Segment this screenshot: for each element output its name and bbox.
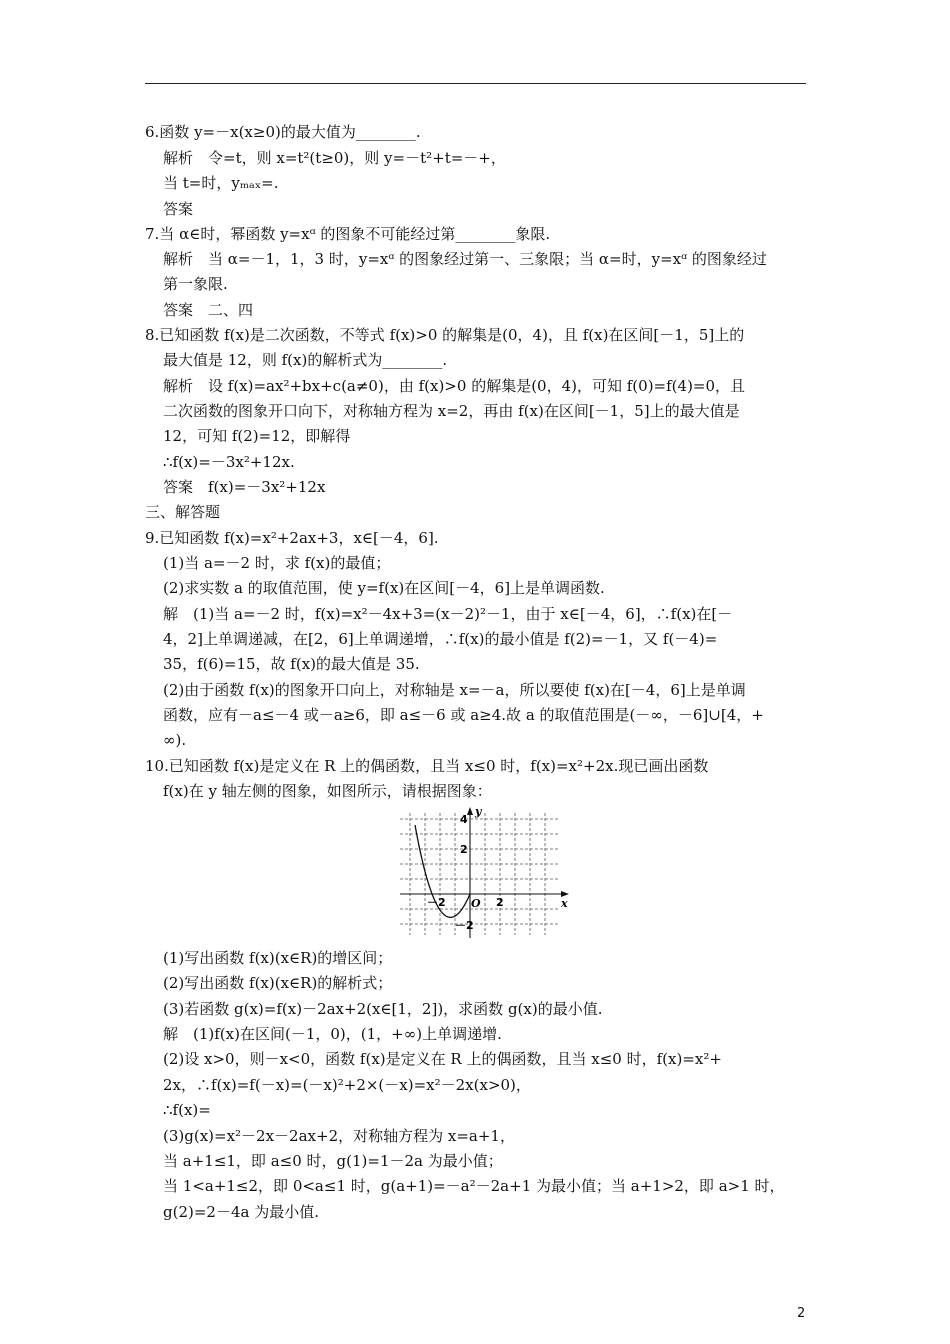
q10-solution-case1: 当 a+1≤1，即 a≤0 时，g(1)=1－2a 为最小值；	[163, 1152, 503, 1170]
q8-stem: 8.已知函数 f(x)是二次函数，不等式 f(x)>0 的解集是(0，4)，且 f(x)在区间[－1，5]上的	[145, 326, 745, 344]
q9-solution-cont: 35，f(6)=15，故 f(x)的最大值是 35.	[163, 655, 420, 673]
q8-analysis: 解析 设 f(x)=ax²+bx+c(a≠0)，由 f(x)>0 的解集是(0，4)，可知 f(0)=f(4)=0，且	[163, 377, 746, 395]
q8-answer: 答案 f(x)=－3x²+12x	[163, 478, 326, 496]
q9-solution-part2-cont: 函数，应有－a≤－4 或－a≥6，即 a≤－6 或 a≥4.故 a 的取值范围是(－∞，－6]∪[4，+	[163, 706, 764, 724]
function-graph	[398, 805, 573, 940]
q7-stem: 7.当 α∈时，幂函数 y=xᵅ 的图象不可能经过第________象限.	[145, 225, 551, 243]
tick-label-x-2: 2	[496, 896, 504, 909]
q8-analysis-cont: 12，可知 f(2)=12，即解得	[163, 427, 351, 445]
y-axis-arrow	[467, 807, 473, 815]
q7-analysis: 解析 当 α=－1，1，3 时，y=xᵅ 的图象经过第一、三象限；当 α=时，y=xᵅ 的图象经过	[163, 250, 767, 268]
tick-label-y-2: 2	[460, 843, 468, 856]
q7-analysis-cont: 第一象限.	[163, 275, 228, 293]
section-heading: 三、解答题	[145, 503, 221, 521]
q9-solution-part2-cont: ∞).	[163, 731, 187, 749]
q9-part1: (1)当 a=－2 时，求 f(x)的最值；	[163, 554, 391, 572]
q10-solution-part2-cont: 2x，∴f(x)=f(－x)=(－x)²+2×(－x)=x²－2x(x>0)，	[163, 1076, 531, 1094]
q6-analysis-cont: 当 t=时，yₘₐₓ=.	[163, 174, 279, 192]
tick-label-y-neg2: －2	[455, 919, 474, 932]
q10-solution-part2: (2)设 x>0，则－x<0，函数 f(x)是定义在 R 上的偶函数，且当 x≤0 时，f(x)=x²+	[163, 1050, 722, 1068]
origin-label: O	[471, 897, 481, 910]
q8-stem-cont: 最大值是 12，则 f(x)的解析式为________.	[163, 351, 448, 369]
page-number: 2	[797, 1306, 806, 1321]
y-axis-label: y	[475, 805, 482, 818]
q9-solution: 解 (1)当 a=－2 时，f(x)=x²－4x+3=(x－2)²－1，由于 x∈[－4，6]，∴f(x)在[－	[163, 605, 733, 623]
q9-part2: (2)求实数 a 的取值范围，使 y=f(x)在区间[－4，6]上是单调函数.	[163, 579, 605, 597]
q9-solution-cont: 4，2]上单调递减，在[2，6]上单调递增，∴f(x)的最小值是 f(2)=－1，又 f(－4)=	[163, 630, 718, 648]
q10-solution-piecewise: ∴f(x)=	[163, 1101, 211, 1119]
header-rule	[145, 83, 806, 84]
x-axis-label: x	[561, 897, 568, 910]
q6-analysis: 解析 令=t，则 x=t²(t≥0)，则 y=－t²+t=－+，	[163, 149, 506, 167]
q10-part2: (2)写出函数 f(x)(x∈R)的解析式；	[163, 974, 393, 992]
q10-part1: (1)写出函数 f(x)(x∈R)的增区间；	[163, 949, 393, 967]
q10-solution: 解 (1)f(x)在区间(－1，0)，(1，+∞)上单调递增.	[163, 1025, 502, 1043]
q10-solution-case2: 当 1<a+1≤2，即 0<a≤1 时，g(a+1)=－a²－2a+1 为最小值；当 a+1>2，即 a>1 时，	[163, 1177, 785, 1195]
q6-answer: 答案	[163, 200, 194, 218]
tick-label-x-neg2: －2	[427, 896, 446, 909]
tick-label-y-4: 4	[460, 813, 468, 826]
q10-solution-part3: (3)g(x)=x²－2x－2ax+2，对称轴方程为 x=a+1，	[163, 1127, 515, 1145]
q9-solution-part2: (2)由于函数 f(x)的图象开口向上，对称轴是 x=－a，所以要使 f(x)在[－4，6]上是单调	[163, 681, 746, 699]
q10-stem: 10.已知函数 f(x)是定义在 R 上的偶函数，且当 x≤0 时，f(x)=x²+2x.现已画出函数	[145, 757, 709, 775]
q9-stem: 9.已知函数 f(x)=x²+2ax+3，x∈[－4，6].	[145, 529, 439, 547]
q6-stem: 6.函数 y=－x(x≥0)的最大值为________.	[145, 123, 421, 141]
q7-answer: 答案 二、四	[163, 301, 254, 319]
q10-solution-case3: g(2)=2－4a 为最小值.	[163, 1203, 319, 1221]
grid-lines	[400, 813, 558, 935]
q10-part3: (3)若函数 g(x)=f(x)－2ax+2(x∈[1，2])，求函数 g(x)的最小值.	[163, 1000, 603, 1018]
q8-analysis-cont: 二次函数的图象开口向下，对称轴方程为 x=2，再由 f(x)在区间[－1，5]上的最大值是	[163, 402, 740, 420]
q8-conclusion: ∴f(x)=－3x²+12x.	[163, 453, 295, 471]
q10-stem-cont: f(x)在 y 轴左侧的图象，如图所示，请根据图象：	[163, 782, 492, 800]
